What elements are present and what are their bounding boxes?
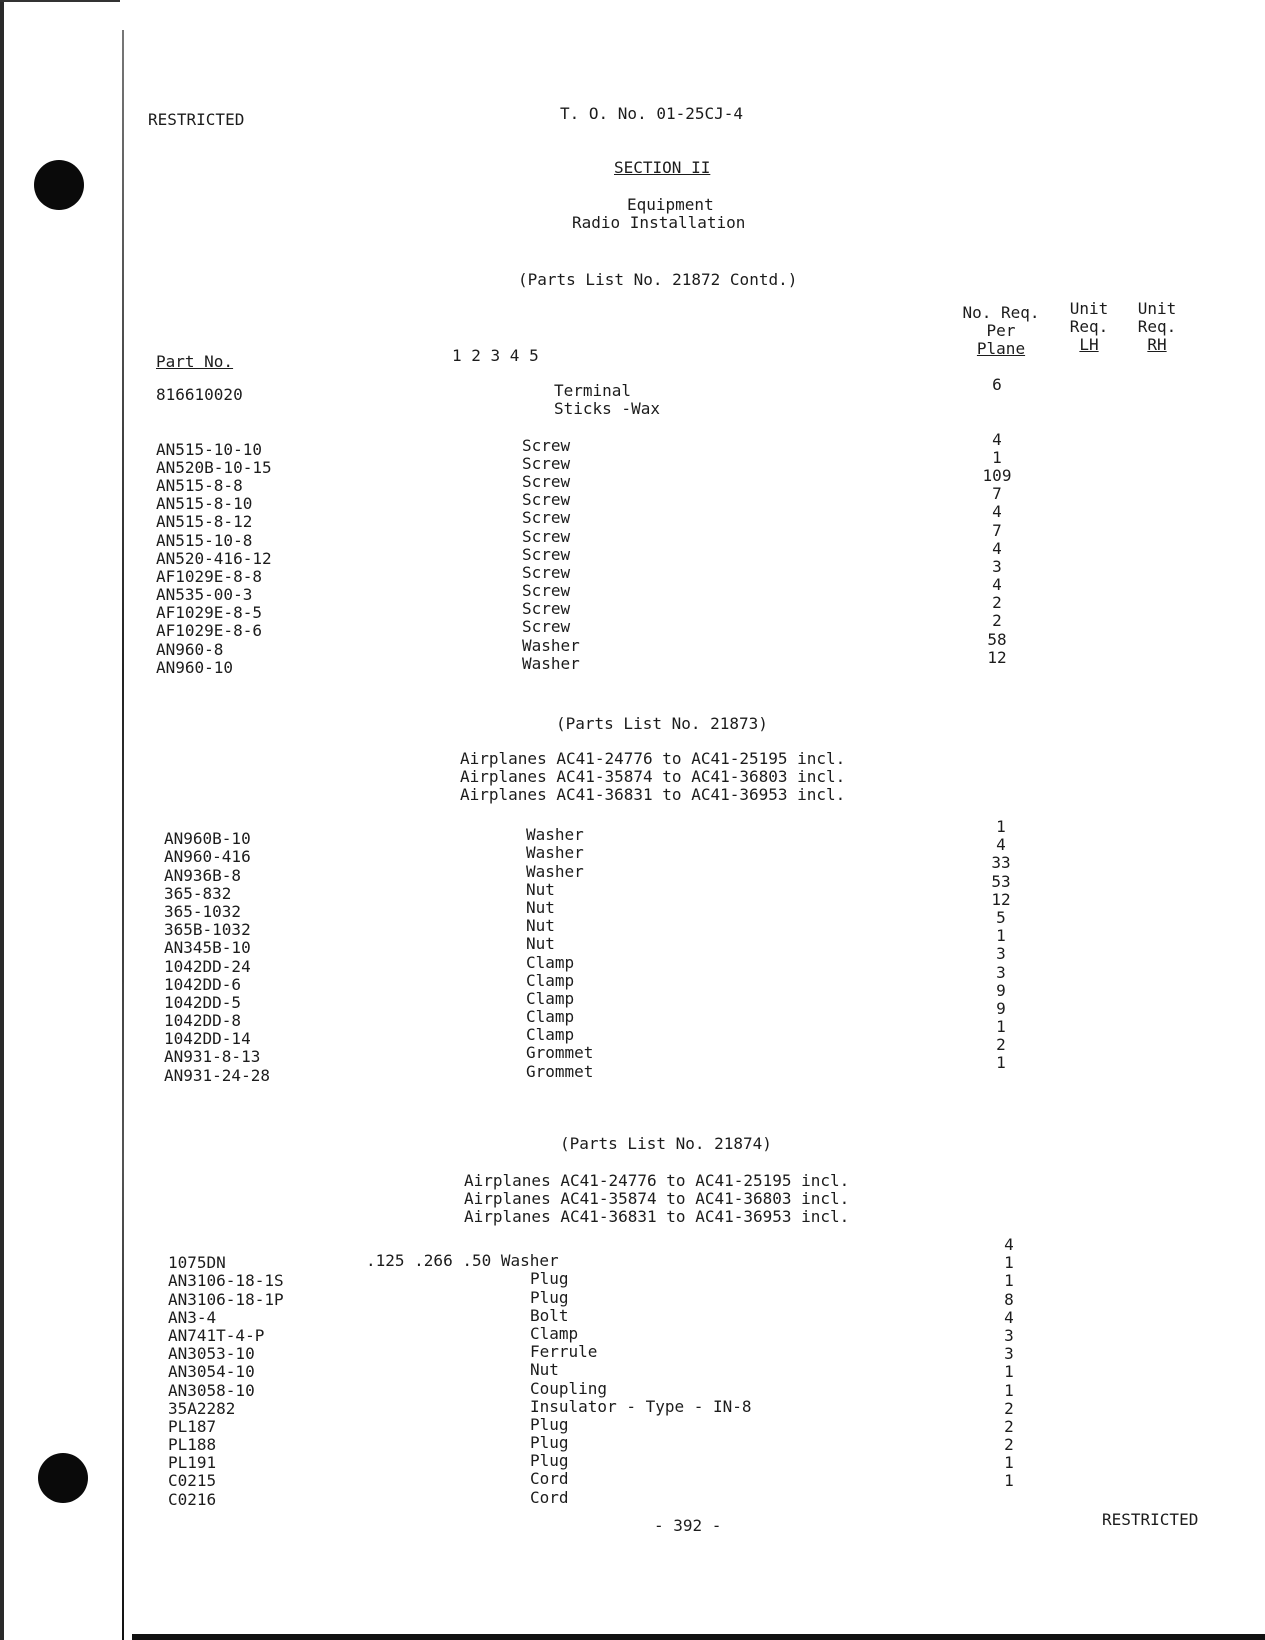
table-row-qty: 2 (1004, 1398, 1014, 1418)
table-row-qty: 4 (996, 835, 1006, 855)
table-row-part: AN960-416 (164, 847, 251, 867)
table-row-part: AN960-8 (156, 639, 224, 659)
table-row-qty: 3 (1004, 1325, 1014, 1345)
table-row-qty: 3 (1004, 1344, 1014, 1364)
table-row-desc: Screw (522, 617, 571, 637)
parts-list-21872-part-numbers (156, 386, 272, 677)
table-row-part: AN3106-18-1P (168, 1289, 284, 1309)
table-row-qty: 9 (996, 980, 1006, 1000)
table-row-part: 1042DD-5 (164, 992, 242, 1012)
table-row-part: AN960B-10 (164, 829, 251, 849)
title-line-2: Radio Installation (572, 213, 746, 232)
table-row-desc: Plug (530, 1414, 569, 1434)
table-row-desc: Screw (522, 562, 571, 582)
column-header-unit-rh: Unit Req. RH (1137, 299, 1177, 354)
table-row-part: AN936B-8 (164, 865, 242, 885)
table-row-part: AN3058-10 (168, 1380, 255, 1400)
header-tech-order: T. O. No. 01-25CJ-4 (560, 104, 744, 123)
applicability-line: Airplanes AC41-35874 to AC41-36803 incl. (460, 767, 846, 787)
table-row-desc: Ferrule (530, 1342, 598, 1362)
table-row-desc: Washer (526, 843, 584, 863)
table-row-qty: 7 (992, 520, 1002, 540)
footer-restricted: RESTRICTED (1102, 1510, 1199, 1529)
header-restricted: RESTRICTED (148, 110, 245, 129)
table-row-qty: 1 (996, 1053, 1006, 1073)
table-row-qty: 1 (1004, 1271, 1014, 1291)
column-header-unit-lh: Unit Req. LH (1069, 299, 1109, 354)
table-row-part: AN960-10 (156, 657, 234, 677)
table-row-part: 365B-1032 (164, 920, 251, 940)
table-row-part: AF1029E-8-8 (156, 566, 262, 586)
table-row-part: AN515-8-8 (156, 475, 243, 495)
table-row-part: AN515-10-8 (156, 530, 253, 550)
table-row-part: AN931-8-13 (164, 1047, 261, 1067)
table-row-qty: 53 (991, 871, 1011, 891)
parts-list-21872-descriptions (522, 382, 660, 673)
table-row-part: C0215 (168, 1471, 217, 1491)
table-row-desc: Coupling (530, 1378, 608, 1398)
table-row-qty: 1 (992, 447, 1002, 467)
table-row-qty: 33 (991, 853, 1011, 873)
table-row-desc: Nut (526, 934, 555, 954)
parts-list-21873-part-numbers (164, 812, 270, 1085)
table-row-qty: 3 (996, 944, 1006, 964)
table-row-desc: Clamp (530, 1323, 579, 1343)
table-row-qty: 4 (1004, 1307, 1014, 1327)
table-row-qty: 7 (992, 484, 1002, 504)
table-row-qty (982, 394, 1012, 412)
table-row-qty (986, 1073, 1016, 1091)
table-row-desc: Screw (522, 599, 571, 619)
parts-list-heading: (Parts List No. 21873) (556, 714, 768, 733)
table-row-desc: Clamp (526, 952, 575, 972)
applicability-line: Airplanes AC41-36831 to AC41-36953 incl. (460, 785, 846, 805)
table-row-part: C0216 (168, 1489, 217, 1509)
applicability-line: Airplanes AC41-35874 to AC41-36803 incl. (464, 1189, 850, 1209)
table-row-desc: Clamp (526, 970, 575, 990)
table-row-desc (522, 418, 660, 436)
parts-list-heading: (Parts List No. 21874) (560, 1134, 772, 1153)
table-row-desc: Screw (522, 435, 571, 455)
table-row-part: 1042DD-14 (164, 1029, 251, 1049)
parts-list-21874-part-numbers (168, 1236, 284, 1509)
table-row-part (156, 404, 272, 422)
table-row-part: AN535-00-3 (156, 585, 253, 605)
table-row-part: 1042DD-8 (164, 1011, 242, 1031)
column-header-indent-levels: 1 2 3 4 5 (452, 346, 539, 365)
table-row-desc: Grommet (526, 1043, 594, 1063)
table-row-qty: 2 (992, 593, 1002, 613)
table-row-desc: Clamp (526, 1025, 575, 1045)
table-row-part: AN741T-4-P (168, 1325, 265, 1345)
table-row-part: AF1029E-8-5 (156, 603, 262, 623)
table-row-qty: 4 (992, 575, 1002, 595)
table-row-part: 365-832 (164, 883, 232, 903)
table-row-part: 816610020 (156, 385, 243, 404)
table-row-qty: 1 (996, 1017, 1006, 1037)
table-row-desc: Plug (530, 1433, 569, 1453)
table-row-qty: 4 (1004, 1235, 1014, 1254)
punch-hole-bottom (38, 1453, 88, 1503)
table-row-qty: 4 (992, 538, 1002, 558)
table-row-desc: Plug (530, 1269, 569, 1289)
table-row-qty: 1 (1004, 1471, 1014, 1491)
table-row-qty: 3 (996, 962, 1006, 982)
table-row-desc: Screw (522, 453, 571, 473)
section-title: SECTION II (614, 158, 711, 177)
table-row-desc: Grommet (526, 1061, 594, 1081)
table-row-part: PL188 (168, 1435, 217, 1455)
table-row-desc: Washer (526, 825, 584, 845)
table-row-part: PL191 (168, 1453, 217, 1473)
table-row-desc: Nut (526, 897, 555, 917)
table-row-desc: Screw (522, 508, 571, 528)
table-row-desc: Screw (522, 544, 571, 564)
parts-list-21874-descriptions (366, 1234, 752, 1507)
table-row-part: 1042DD-24 (164, 956, 251, 976)
table-row-qty: 2 (992, 611, 1002, 631)
table-row-part: 1042DD-6 (164, 974, 242, 994)
table-row-qty: 2 (1004, 1416, 1014, 1436)
table-row-desc: Screw (522, 581, 571, 601)
table-row-qty: 4 (992, 429, 1002, 449)
table-row-desc (366, 1234, 752, 1252)
table-row-part: AN515-10-10 (156, 439, 262, 459)
bottom-rule (132, 1634, 1265, 1640)
parts-list-21872-quantities (982, 376, 1012, 667)
table-row-qty: 3 (992, 556, 1002, 576)
table-row-part (168, 1236, 284, 1254)
table-row-qty: 8 (1004, 1289, 1014, 1309)
table-row-qty: 1 (1004, 1453, 1014, 1473)
applicability-block (464, 1172, 849, 1227)
applicability-line: Airplanes AC41-36831 to AC41-36953 incl. (464, 1207, 850, 1227)
table-row-qty: 9 (996, 998, 1006, 1018)
table-row-desc: Screw (522, 490, 571, 510)
table-row-desc: Clamp (526, 1007, 575, 1027)
table-row-part: AN520-416-12 (156, 548, 272, 568)
table-row-desc: Screw (522, 471, 571, 491)
table-row-part (156, 422, 272, 440)
table-row-qty: 5 (996, 907, 1006, 927)
table-row-qty (994, 1491, 1024, 1509)
applicability-line: Airplanes AC41-24776 to AC41-25195 incl. (464, 1171, 850, 1190)
binding-margin-line (122, 30, 124, 1640)
table-row-qty: 58 (987, 629, 1007, 649)
table-row-part: AN3053-10 (168, 1344, 255, 1364)
parts-list-heading: (Parts List No. 21872 Contd.) (518, 270, 798, 289)
column-header-part-no: Part No. (156, 352, 234, 371)
title-line-1: Equipment (627, 195, 714, 214)
table-row-part (164, 812, 270, 830)
table-row-qty: 109 (982, 465, 1012, 485)
table-row-qty: 1 (996, 817, 1006, 836)
table-row-part: 35A2282 (168, 1398, 236, 1418)
table-row-desc: Nut (526, 879, 555, 899)
parts-list-21873-descriptions (526, 808, 593, 1081)
table-row-desc: Washer (522, 635, 580, 655)
table-row-desc: Screw (522, 526, 571, 546)
table-row-part: AN515-8-12 (156, 512, 253, 532)
top-rule (0, 0, 120, 2)
table-row-part: AN3054-10 (168, 1362, 255, 1382)
applicability-block (460, 750, 845, 805)
table-row-desc: Cord (530, 1469, 569, 1489)
table-row-desc: Bolt (530, 1305, 569, 1325)
table-row-qty: 2 (996, 1035, 1006, 1055)
table-row-desc: Nut (530, 1360, 559, 1380)
table-row-part: AN3-4 (168, 1307, 217, 1327)
table-row-part: 1075DN (168, 1253, 226, 1273)
table-row-part: AN345B-10 (164, 938, 251, 958)
table-row-desc: Nut (526, 916, 555, 936)
page-edge (0, 0, 4, 1640)
table-row-desc: Cord (530, 1487, 569, 1507)
table-row-desc: Washer (522, 653, 580, 673)
table-row-desc (526, 808, 593, 826)
table-row-part: PL187 (168, 1416, 217, 1436)
table-row-qty: 1 (996, 926, 1006, 946)
table-row-desc: Insulator - Type - IN-8 (530, 1396, 752, 1416)
table-row-part: AN931-24-28 (164, 1065, 270, 1085)
table-row-part: AN3106-18-1S (168, 1271, 284, 1291)
table-row-qty: 1 (1004, 1253, 1014, 1273)
table-row-qty: 2 (1004, 1435, 1014, 1455)
column-header-qty: No. Req. Per Plane (962, 303, 1040, 358)
page-number: - 392 - (654, 1516, 722, 1535)
table-row-desc: Washer (526, 861, 584, 881)
table-row-qty: 1 (1004, 1380, 1014, 1400)
table-row-part: AN515-8-10 (156, 494, 253, 514)
table-row-qty: 4 (992, 502, 1002, 522)
table-row-qty (982, 412, 1012, 430)
table-row-desc: .125 .266 .50 Washer (366, 1251, 559, 1271)
table-row-part: AN520B-10-15 (156, 457, 272, 477)
table-row-qty: 6 (992, 375, 1002, 394)
table-row-part: AF1029E-8-6 (156, 621, 262, 641)
punch-hole-top (34, 160, 84, 210)
table-row-desc: Plug (530, 1451, 569, 1471)
parts-list-21873-quantities (986, 818, 1016, 1091)
table-row-desc: Terminal (554, 381, 632, 400)
table-row-qty: 12 (987, 647, 1007, 667)
table-row-desc: Clamp (526, 988, 575, 1008)
applicability-line: Airplanes AC41-24776 to AC41-25195 incl. (460, 749, 846, 768)
table-row-desc: Sticks -Wax (554, 399, 660, 419)
table-row-qty: 12 (991, 889, 1011, 909)
table-row-desc: Plug (530, 1287, 569, 1307)
table-row-qty: 1 (1004, 1362, 1014, 1382)
table-row-part: 365-1032 (164, 901, 242, 921)
parts-list-21874-quantities (994, 1236, 1024, 1509)
